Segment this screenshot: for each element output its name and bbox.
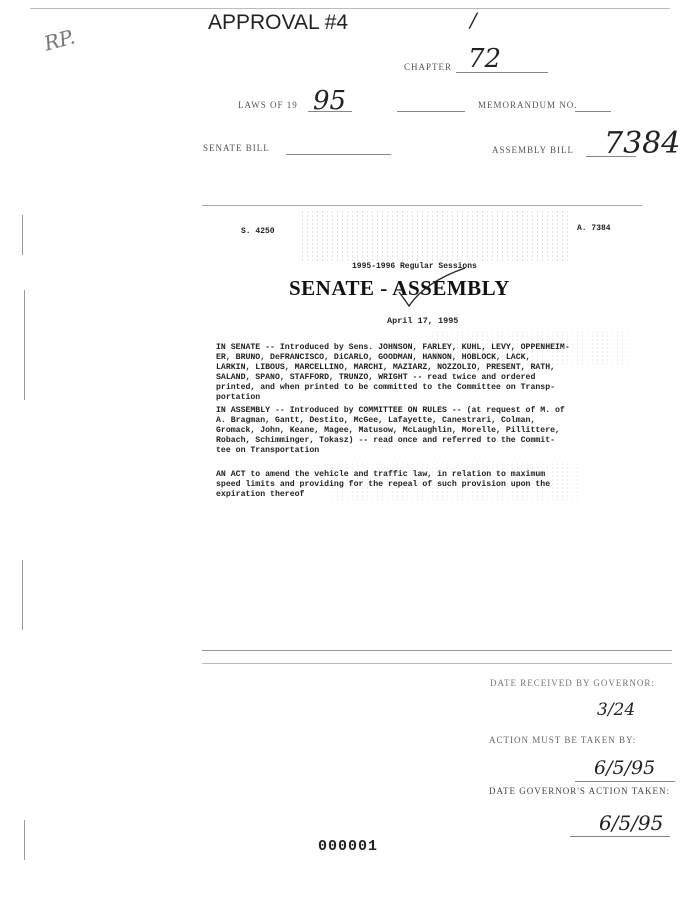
scan-edge-artifact (22, 560, 23, 630)
bill-top-line (202, 205, 642, 206)
bill-date: April 17, 1995 (387, 316, 459, 326)
governor-action-label: DATE GOVERNOR'S ACTION TAKEN: (489, 786, 670, 796)
check-mark-icon (395, 262, 475, 312)
action-line (575, 781, 675, 782)
memorandum-blank-line (397, 111, 465, 112)
slash-mark: / (470, 8, 477, 32)
chapter-line (456, 72, 548, 73)
footer-rule (202, 663, 672, 664)
laws-label: LAWS OF 19 (238, 100, 298, 110)
governor-action-value: 6/5/95 (599, 811, 664, 835)
memorandum-label: MEMORANDUM NO. (478, 100, 578, 110)
act-text: AN ACT to amend the vehicle and traffic law, in relation to maximum speed limits and providing for the repeal of such provision upon the expiration thereof (216, 470, 551, 499)
in-assembly-paragraph (216, 406, 640, 456)
date-received-value: 3/24 (597, 700, 636, 720)
assembly-bill-line (586, 156, 636, 157)
footer-rule (202, 650, 672, 651)
sessions-label: 1995-1996 Regular Sessions (352, 262, 477, 271)
rp-initials: RP. (41, 24, 78, 56)
bill-title: SENATE - ASSEMBLY (289, 276, 510, 300)
chapter-value: 72 (468, 44, 502, 74)
senate-bill-label: SENATE BILL (203, 143, 270, 153)
assembly-number: A. 7384 (577, 224, 611, 233)
approval-title: APPROVAL #4 (208, 11, 349, 34)
memorandum-line (575, 111, 611, 112)
in-senate-paragraph (216, 343, 640, 403)
assembly-bill-label: ASSEMBLY BILL (492, 145, 575, 155)
act-paragraph (216, 470, 640, 500)
governor-action-line (570, 836, 670, 837)
action-value: 6/5/95 (594, 757, 656, 779)
laws-year: 95 (313, 86, 347, 116)
scan-edge-artifact (24, 290, 25, 400)
in-senate-text: IN SENATE -- Introduced by Sens. JOHNSON, FARLEY, KUHL, LEVY, OPPENHEIM- ER, BRUNO, DeFRANCISCO, DiCARLO, GOODMAN, HANNON, HOBLOCK, LACK, LARKIN, LIBOUS, MARCELLINO, MARCHI, MAZIARZ, NOZZOLIO, PRESENT, RATH, SALAND, SPANO, STAFFORD, TRUNZO, WRIGHT -- read twice and ordered printed, and when printed to be committed to the Committee on Transp- portation (216, 343, 570, 402)
top-border (30, 8, 670, 9)
page-number: 000001 (318, 838, 379, 855)
senate-bill-line (286, 154, 391, 155)
action-label: ACTION MUST BE TAKEN BY: (489, 735, 637, 745)
chapter-label: CHAPTER (404, 62, 453, 72)
scan-noise (300, 210, 570, 262)
laws-line (308, 111, 352, 112)
scan-edge-artifact (22, 215, 23, 255)
senate-number: S. 4250 (241, 227, 275, 236)
in-assembly-text: IN ASSEMBLY -- Introduced by COMMITTEE ON RULES -- (at request of M. of A. Bragman, Gantt, Destito, McGee, Lafayette, Canestrari, Colman, Gromack, John, Keane, Magee, Matusow, McLaughlin, Morelle, Pillittere, Robach, Schimminger, Tokasz) -- read once and referred to the Commit- tee on Transportation (216, 406, 565, 455)
scan-edge-artifact (24, 820, 25, 860)
assembly-bill-value: 7384 (604, 126, 681, 161)
date-received-label: DATE RECEIVED BY GOVERNOR: (490, 678, 655, 688)
